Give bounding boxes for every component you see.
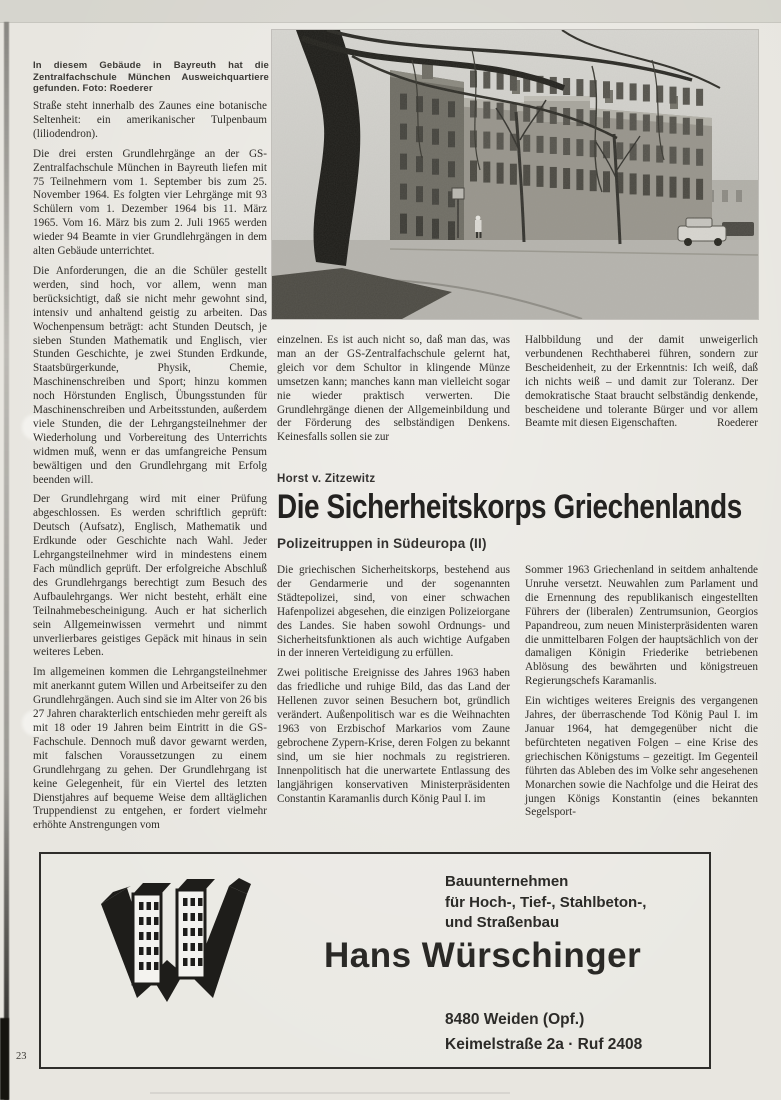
subtitle: Polizeitruppen in Südeuropa (II) (277, 536, 487, 551)
scan-left-edge (4, 22, 9, 1100)
building-photo (272, 30, 758, 319)
paragraph: Halbbildung und der damit unweigerlich verbundenen Rechthaberei führen, sondern zur Bescheidenheit, zu der Erkenntnis: Ich weiß, daß ich nichts weiß – und damit zur Toleranz. Der demokratische Staat braucht selbständig denkende, bescheidene und tolerante Bürger und vor allem Beamte mit diesen Eigenschaften. Roederer (525, 334, 758, 430)
paragraph: Die Anforderungen, die an die Schüler gestellt werden, sind hoch, vor allem, wenn man berücksichtigt, daß sie nicht mehr gewohnt sind, intensiv und anhaltend geistig zu arbeiten. Das Wochenpensum beträgt: acht Stunden Deutsch, je sieben Stunden Mathematik und Englisch, vier Stunden Geschichte, je zwei Stunden Erdkunde, Staatsbürgerkunde, Physik, Chemie, Maschinenschreiben und Sport; hinzu kommen noch Hörstunden Englisch, Übungsstunden für Maschinenschreiben und Arbeitsstunden, außerdem viele Stunden, die der Lehrgangsteilnehmer der Wiederholung und Vorbereitung des Unterrichts widmen muß, wenn er das umfangreiche Pensum bewältigen und den Grundlehrgang mit Erfolg beenden will. (33, 264, 267, 486)
article2-column-2 (525, 564, 758, 826)
ad-company-name: Hans Würschinger (324, 936, 642, 975)
paragraph: einzelnen. Es ist auch nicht so, daß man das, was man an der GS-Zentralfachschule gelernt hat, gleich vor dem Schultor in klingende Münze umsetzen kann; manches kann man vielleicht sogar nie wieder praktisch verwerten. Die Grundlehrgänge dienen der Allgemeinbildung und der Förderung des selbständigen Denkens. Keinesfalls sollen sie zur (277, 334, 510, 444)
ad-business-lines: Bauunternehmen für Hoch-, Tief-, Stahlbeton-, und Straßenbau (445, 873, 647, 931)
paragraph: Zwei politische Ereignisse des Jahres 1963 haben das friedliche und ruhige Bild, das das Land der Hellenen zuvor seinen Besuchern bot, gründlich verändert. Außenpolitisch war es die Weihnachten 1963 von Erzbischof Markarios vom Zaune gebrochene Zypern-Krise, deren Folgen zu bekannt sind, um sie hier nochmals zu registrieren. Innenpolitisch hat die unerwartete Entlassung des langjährigen konservativen Ministerpräsidenten Constantin Karamanlis durch König Paul I. im (277, 667, 510, 805)
article2 (277, 473, 759, 826)
w-buildings-logo-icon (93, 878, 253, 1033)
author-signature: Roederer (717, 417, 758, 430)
photo-caption: In diesem Gebäude in Bayreuth hat die Zentralfachschule München Ausweichquartiere gefunden. Foto: Roederer (33, 60, 269, 94)
scan-corner-shadow (0, 1018, 9, 1100)
paragraph: Die drei ersten Grundlehrgänge an der GS-Zentralfachschule München in Bayreuth liefen mit 75 Teilnehmern vom 1. September bis zum 25. November 1964. Es folgten vier Lehrgänge mit 93 Schülern vom 1. Dezember 1964 bis 11. März 1965. Vom 16. März bis zum 2. Juli 1965 werden wieder 94 Beamte in vier Grundlehrgängen in dem alten Gebäude unterrichtet. (33, 147, 267, 258)
advertisement (39, 852, 711, 1069)
paragraph: Im allgemeinen kommen die Lehrgangsteilnehmer mit anerkannt gutem Willen und Arbeitseifer zu den Grundlehrgängen. Auch sind sie im Alter von 26 bis 27 Jahren charakterlich entschieden mehr gereift als mit 18 oder 19 Jahren beim Eintritt in die GS-Fachschule. Dennoch muß davor gewarnt werden, mit falschen Voraussetzungen zu einem Grundlehrgang zu gehen. Der Grundlehrgang ist keine Gelegenheit, für ein Viertel des letzten Dienstjahres auf bequeme Weise dem alltäglichen Truppendienst zu entgehen, er fordert vielmehr erhöhte Anstrengungen vom (33, 666, 267, 832)
headline: Die Sicherheitskorps Griechenlands (277, 488, 742, 526)
ad-address: 8480 Weiden (Opf.) Keimelstraße 2a · Ruf 2408 (445, 1011, 643, 1053)
article1-continuation (277, 334, 759, 451)
paragraph: Ein wichtiges weiteres Ereignis des vergangenen Jahres, der überraschende Tod König Paul I. im Januar 1964, hat demgegenüber nicht die befürchteten negativen Folgen – eine Krise des griechischen Königstums – gezeitigt. Im Gegenteil führten das Ableben des im Volke sehr angesehenen Monarchen sowie die Nachfolge und die Heirat des jungen Königs Konstantin (eines bekannten Segelsport- (525, 695, 758, 819)
continuation-column-middle (277, 334, 510, 451)
paragraph: Die griechischen Sicherheitskorps, bestehend aus der Gendarmerie und der sogenannten Städtepolizei, sind, von einer schwachen Hafenpolizei abgesehen, die einzigen Polizeiorgane des Landes. Sie haben sowohl Ordnungs- und Sicherheitsfunktionen als auch wichtige Aufgaben in der inneren Verteidigung zu erfüllen. (277, 564, 510, 660)
paragraph: Sommer 1963 Griechenland in seitdem anhaltende Unruhe versetzt. Neuwahlen zum Parlament und die Ernennung des republikanisch eingestellten Führers der (liberalen) Zentrumsunion, Georgios Papandreou, zum neuen Ministerpräsidenten waren die unmittelbaren Folgen der hauptsächlich von der damaligen Königin Friederike betriebenen Ablösung des bewährten und königstreuen Regierungschefs Karamanlis. (525, 564, 758, 688)
article1-left-column (33, 100, 267, 839)
continuation-column-right (525, 334, 758, 451)
paragraph: Der Grundlehrgang wird mit einer Prüfung abgeschlossen. Es werden schriftlich geprüft: Deutsch (Aufsatz), Englisch, Mathematik und Erdkunde oder Geschichte nach Wahl. Jeder Lehrgangsteilnehmer wird in mindestens einem Fach mündlich geprüft. Der erfolgreiche Abschluß des Grundlehrgangs berechtigt zum Besuch des Aufbaulehrgangs. Wer nicht besteht, erhält eine Teilnahmebescheinigung. Auch er hat sicherlich sein Allgemeinwissen vermehrt und nimmt unverlierbares geistiges Gepäck mit hinaus in sein weiteres Leben. (33, 493, 267, 659)
page-number: 23 (16, 1051, 27, 1062)
byline: Horst v. Zitzewitz (277, 473, 376, 485)
article2-column-1 (277, 564, 510, 826)
scan-top-shadow (0, 0, 781, 23)
paragraph: Straße steht innerhalb des Zaunes eine botanische Seltenheit: ein amerikanischer Tulpenbaum (liliodendron). (33, 100, 267, 140)
scan-streak (150, 1092, 510, 1094)
